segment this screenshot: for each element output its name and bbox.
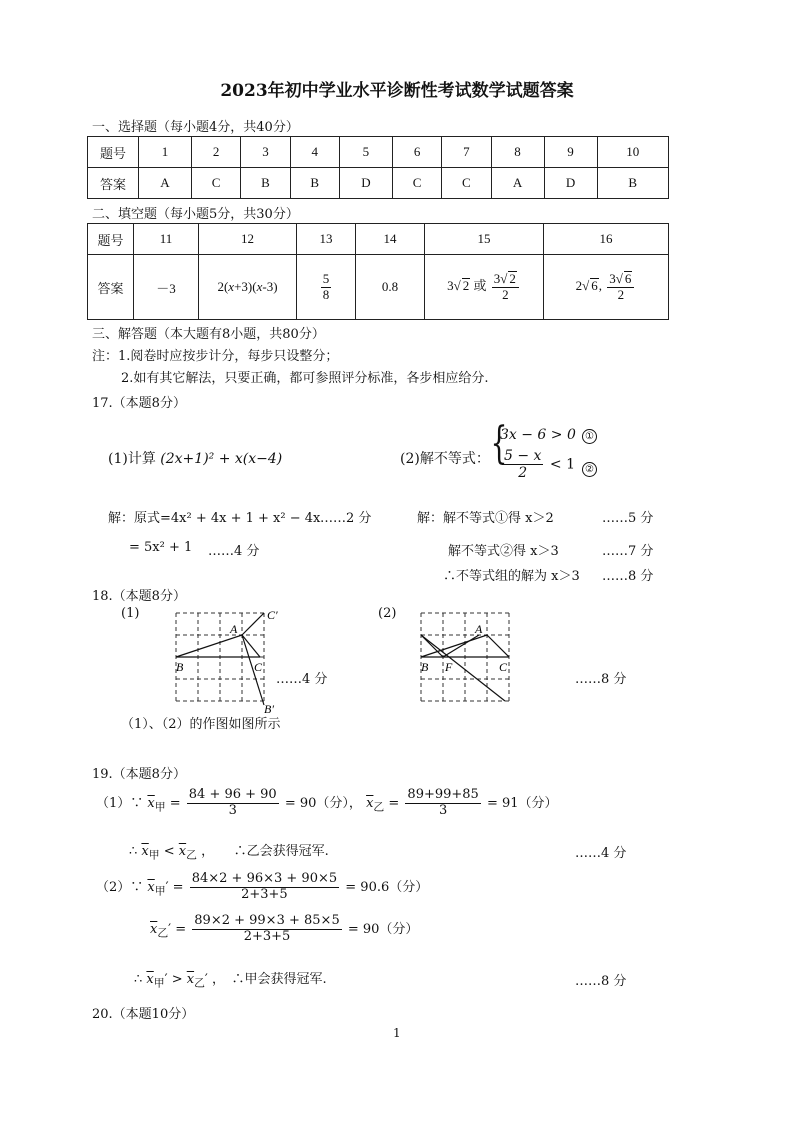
question-number-cell: 3 bbox=[241, 137, 290, 168]
denominator: 8 bbox=[322, 286, 330, 302]
fraction bbox=[192, 914, 341, 945]
answer-cell: C bbox=[392, 168, 441, 199]
answer-text: +3)( bbox=[234, 279, 257, 294]
subscript: 乙 bbox=[157, 926, 169, 940]
subscript: 甲 bbox=[154, 800, 166, 814]
relation: > bbox=[171, 972, 183, 987]
fraction bbox=[502, 448, 543, 481]
q20-label: 20.（本题10分） bbox=[92, 1007, 195, 1022]
point-label: B bbox=[421, 660, 429, 674]
note-1: 注：1.阅卷时应按步计分，每步只设整分； bbox=[92, 349, 339, 364]
question-number-cell: 2 bbox=[191, 137, 240, 168]
q17-sol2-line1: 解：解不等式①得 x＞2 bbox=[417, 511, 554, 526]
header-label-cell: 题号 bbox=[88, 224, 134, 255]
q17-part2-label: (2)解不等式： bbox=[400, 451, 490, 467]
q17-label: 17.（本题8分） bbox=[92, 396, 186, 411]
q18-figure-1 bbox=[170, 605, 290, 715]
question-number-cell: 9 bbox=[544, 137, 597, 168]
score-mark: ……8 分 bbox=[575, 974, 627, 989]
question-number-cell: 7 bbox=[442, 137, 491, 168]
subscript: 甲 bbox=[153, 976, 165, 990]
mean-symbol: $\overline{x}$ bbox=[178, 844, 187, 859]
score-mark: ……4 分 bbox=[276, 672, 328, 687]
mean-symbol: $\overline{x}$ bbox=[147, 795, 155, 811]
answer-cell: B bbox=[241, 168, 290, 199]
answer-text: 3 bbox=[609, 271, 616, 287]
subscript: 乙 bbox=[373, 800, 385, 814]
answer-cell: －3 bbox=[134, 255, 199, 320]
score-mark: ……2 分 bbox=[320, 511, 372, 526]
radicand: 2 bbox=[509, 271, 516, 287]
mean-symbol: $\overline{x}$ bbox=[147, 879, 155, 895]
therefore: ∴ bbox=[129, 844, 138, 859]
point-label: B bbox=[176, 660, 184, 674]
q19-part1-line: （1）∵ $\overline{x}_甲$ = $\frac{84 + 96 + 90}{3}$ = 90（分）， $\overline{x}_乙$ = $\frac{89+99+85}{3}$ = 91（分） bbox=[96, 787, 558, 818]
q17-sol2-line3: ∴不等式组的解为 x＞3 bbox=[443, 569, 580, 584]
fraction bbox=[190, 872, 339, 903]
answer-text: 3 bbox=[493, 271, 501, 287]
question-number-cell: 13 bbox=[297, 224, 356, 255]
score-mark: ……8 分 bbox=[602, 569, 654, 584]
fill-blank-answer-table bbox=[87, 223, 669, 320]
mean-symbol: $\overline{x}$ bbox=[366, 795, 374, 811]
mean-symbol: $\overline{x}$ bbox=[150, 921, 158, 937]
result: = 90（分） bbox=[347, 921, 419, 937]
question-number-cell: 11 bbox=[134, 224, 199, 255]
header-label-cell: 题号 bbox=[88, 137, 139, 168]
subscript: 乙 bbox=[194, 976, 205, 990]
denominator: 3 bbox=[438, 802, 448, 818]
answer-cell: A bbox=[139, 168, 192, 199]
score-mark: ……8 分 bbox=[575, 672, 627, 687]
q19-prefix: （2）∵ bbox=[96, 879, 144, 895]
q19-prefix: （1）∵ bbox=[96, 795, 144, 811]
answer-cell: B bbox=[290, 168, 339, 199]
numerator: 89×2 + 99×3 + 85×5 bbox=[194, 913, 340, 928]
segment-ac bbox=[242, 635, 260, 657]
answer-label-cell: 答案 bbox=[88, 255, 134, 320]
denominator: 2 bbox=[617, 287, 625, 302]
answer-cell: 2√ 6, $\frac{3√ 6}{2}$ bbox=[544, 255, 669, 320]
denominator: 3 bbox=[228, 802, 237, 818]
q19-label: 19.（本题8分） bbox=[92, 767, 186, 782]
fraction bbox=[321, 272, 332, 303]
segment-ba bbox=[176, 635, 242, 657]
answer-cell bbox=[297, 255, 356, 320]
question-number-cell: 12 bbox=[199, 224, 297, 255]
page-title: 2023年初中学业水平诊断性考试数学试题答案 bbox=[220, 81, 574, 101]
table-row bbox=[88, 168, 669, 199]
point-label: C′ bbox=[267, 608, 278, 622]
section3-heading: 三、解答题（本大题有8小题，共80分） bbox=[92, 327, 325, 342]
q17-sol1-line1: 解：原式=4x² + 4x + 1 + x² − 4x bbox=[108, 511, 321, 526]
section2-heading: 二、填空题（每小题5分，共30分） bbox=[92, 207, 299, 222]
answer-cell: D bbox=[544, 168, 597, 199]
q19-part2-line2: $\overline{x}_乙'$ = $\frac{89\times 2 + 99\times 3 + 85\times 5}{2+3+5}$ = 90（分） bbox=[150, 913, 419, 944]
conclusion-text: ， ∴乙会获得冠军. bbox=[201, 844, 329, 859]
answer-text: , bbox=[598, 277, 602, 293]
question-number-cell: 10 bbox=[597, 137, 669, 168]
answer-cell: D bbox=[339, 168, 392, 199]
q18-figure-2 bbox=[415, 605, 525, 705]
q17-part1 bbox=[108, 448, 282, 468]
question-number-cell: 16 bbox=[544, 224, 669, 255]
answer-cell bbox=[199, 255, 297, 320]
result: = 90.6（分） bbox=[345, 879, 429, 895]
numerator: 3√ 6 bbox=[607, 271, 634, 288]
question-number-cell: 6 bbox=[392, 137, 441, 168]
score-mark: ……5 分 bbox=[602, 511, 654, 526]
denominator: 2+3+5 bbox=[241, 886, 288, 902]
result: = 90（分）， bbox=[284, 795, 362, 811]
inequality-1: 3x − 6 > 0 bbox=[500, 427, 576, 443]
fraction bbox=[492, 271, 519, 303]
q17-sol1-line2: = 5x² + 1 bbox=[129, 540, 193, 555]
q17-part1-expr: (2x+1)² + x(x−4) bbox=[160, 451, 283, 467]
or-text: 或 bbox=[473, 277, 487, 293]
segment-ac-prime bbox=[242, 613, 264, 635]
q17-sol2-line2: 解不等式②得 x＞3 bbox=[448, 544, 559, 559]
question-number-cell: 8 bbox=[491, 137, 544, 168]
inequality-2 bbox=[500, 448, 575, 481]
therefore: ∴ bbox=[134, 972, 143, 987]
relation: < bbox=[163, 844, 175, 859]
fraction bbox=[405, 788, 480, 819]
subscript: 乙 bbox=[186, 848, 197, 862]
point-label: C bbox=[254, 660, 263, 674]
denominator: 2+3+5 bbox=[243, 928, 291, 944]
radicand: 6 bbox=[624, 271, 632, 287]
q19-part2-line1: （2）∵ $\overline{x}_甲'$ = $\frac{84\times 2 + 96\times 3 + 90\times 5}{2+3+5}$ = 90.6（分） bbox=[96, 871, 429, 902]
brace-icon: { bbox=[490, 418, 508, 469]
radicand: 2 bbox=[462, 277, 470, 293]
question-number-cell: 4 bbox=[290, 137, 339, 168]
question-number-cell: 1 bbox=[139, 137, 192, 168]
numerator: 5 − x bbox=[504, 448, 542, 464]
q18-caption: （1）、（2）的作图如图所示 bbox=[121, 717, 281, 732]
answer-cell: C bbox=[191, 168, 240, 199]
note-2: 2.如有其它解法，只要正确，都可参照评分标准，各步相应给分. bbox=[121, 371, 489, 386]
q18-label: 18.（本题8分） bbox=[92, 589, 186, 604]
point-label: F bbox=[445, 660, 453, 674]
question-number-cell: 5 bbox=[339, 137, 392, 168]
answer-cell: 0.8 bbox=[356, 255, 425, 320]
mean-symbol: $\overline{x}$ bbox=[186, 972, 195, 987]
table-row bbox=[88, 224, 669, 255]
score-mark: ……4 分 bbox=[208, 544, 260, 559]
result: = 91（分） bbox=[486, 795, 558, 811]
choice-answer-table bbox=[87, 136, 669, 199]
answer-text: x bbox=[228, 279, 235, 294]
relation: < 1 bbox=[549, 456, 575, 473]
question-number-cell: 15 bbox=[425, 224, 544, 255]
denominator: 2 bbox=[502, 287, 509, 302]
circled-number-1: ① bbox=[582, 429, 597, 444]
circled-number-2: ② bbox=[582, 462, 597, 477]
table-row bbox=[88, 137, 669, 168]
score-mark: ……4 分 bbox=[575, 846, 627, 861]
answer-cell: C bbox=[442, 168, 491, 199]
fraction bbox=[607, 271, 634, 303]
numerator: 84×2 + 96×3 + 90×5 bbox=[191, 871, 338, 886]
mean-symbol: $\overline{x}$ bbox=[141, 844, 149, 859]
q19-part1-conclusion bbox=[129, 840, 329, 863]
answer-text: 3 bbox=[447, 277, 454, 293]
answer-label-cell: 答案 bbox=[88, 168, 139, 199]
answer-text: 2( bbox=[217, 279, 229, 294]
q17-part1-label: (1)计算 bbox=[108, 451, 156, 467]
point-label: A bbox=[475, 622, 483, 636]
mean-symbol: $\overline{x}$ bbox=[146, 972, 154, 987]
numerator: 84 + 96 + 90 bbox=[188, 787, 277, 802]
fraction bbox=[187, 788, 279, 819]
q18-fig1-label: (1) bbox=[121, 606, 140, 621]
answer-text: -3) bbox=[262, 279, 278, 294]
subscript: 甲 bbox=[154, 884, 166, 898]
point-label: B′ bbox=[264, 702, 274, 715]
numerator: 3√ 2 bbox=[492, 271, 519, 288]
answer-cell: 3√ 2 或 $\frac{3√ 2}{2}$ bbox=[425, 255, 544, 320]
question-number-cell: 14 bbox=[356, 224, 425, 255]
numerator: 89+99+85 bbox=[407, 787, 479, 802]
answer-text: 2 bbox=[575, 277, 583, 293]
q19-part2-conclusion: ∴ $\overline{x}_甲' > \overline{x}_乙'$ ， ∴甲会获得冠军. bbox=[134, 972, 327, 990]
table-row bbox=[88, 255, 669, 320]
numerator: 5 bbox=[322, 270, 330, 286]
subscript: 甲 bbox=[148, 848, 160, 862]
page-number: 1 bbox=[393, 1026, 401, 1040]
score-mark: ……7 分 bbox=[602, 544, 654, 559]
answer-cell: B bbox=[597, 168, 669, 199]
radicand: 6 bbox=[591, 277, 598, 293]
answer-text: x bbox=[256, 279, 263, 294]
answer-cell: A bbox=[491, 168, 544, 199]
denominator: 2 bbox=[518, 465, 528, 482]
q18-fig2-label: (2) bbox=[378, 606, 397, 621]
point-label: A bbox=[230, 622, 238, 636]
point-label: C bbox=[499, 660, 508, 674]
conclusion-text: ， ∴甲会获得冠军. bbox=[212, 972, 327, 987]
section1-heading: 一、选择题（每小题4分，共40分） bbox=[92, 120, 299, 135]
